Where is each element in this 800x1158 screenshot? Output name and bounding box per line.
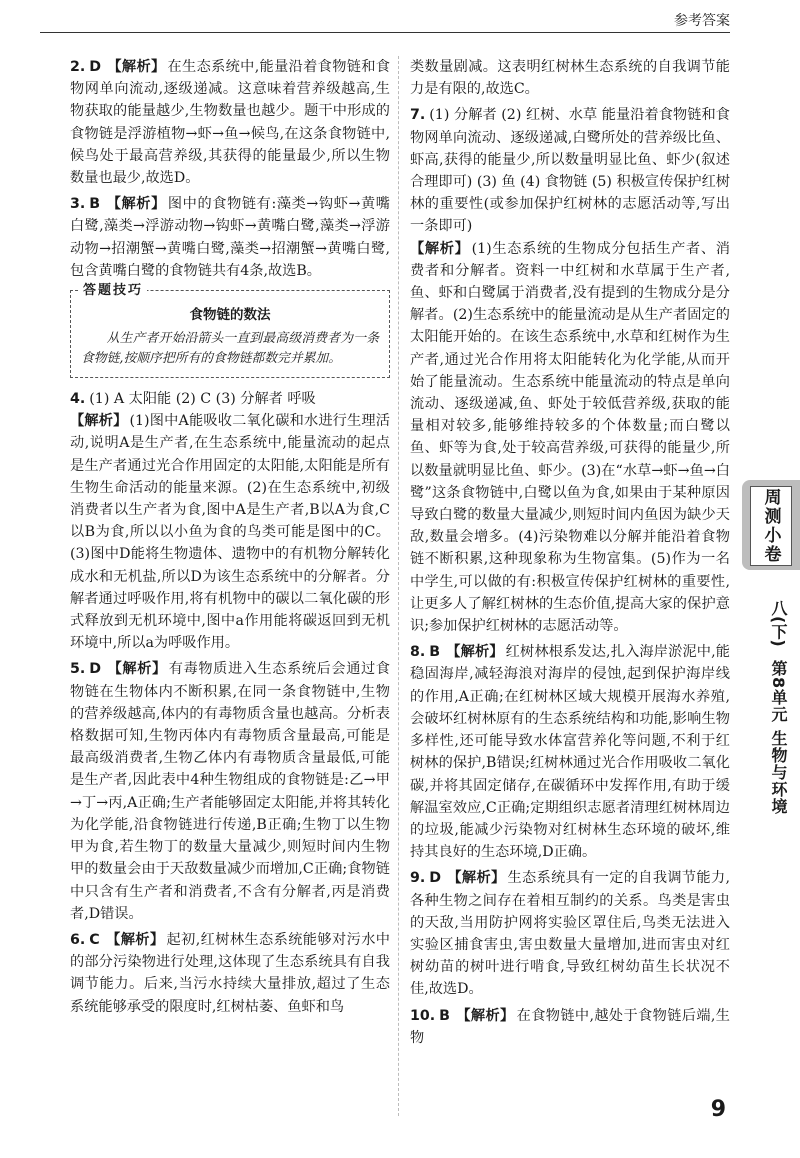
answer-letter: B bbox=[439, 1007, 450, 1024]
answer-letter: D bbox=[89, 59, 102, 75]
tips-title: 食物链的数法 bbox=[189, 307, 271, 324]
answer-head: (1) 分解者 (2) 红树、水草 能量沿着食物链和食物网单向流动、逐级递减,白鹭所处的营养级比鱼、虾高,获得的能量少,所以数量明显比鱼、虾少(叙述合理即可) (3) 鱼 (4) 食物链 (5) 积极宣传保护红树林的重要性(或参加保护红树林的志愿活动等,写出一条即可) bbox=[410, 107, 730, 235]
question-number: 5. bbox=[70, 661, 86, 678]
column-divider bbox=[398, 56, 399, 1116]
analysis-text: 生态系统具有一定的自我调节能力,各种生物之间存在着相互制约的关系。鸟类是害虫的天敌,当用防护网将实验区罩住后,鸟类无法进入实验区捕食害虫,害虫数量大量增加,进而害虫对红树幼苗的树叶进行啃食,导致红树幼苗生长状况不佳,故选D。 bbox=[410, 870, 730, 998]
answer-letter: B bbox=[429, 644, 441, 661]
question-number: 10. bbox=[410, 1007, 436, 1024]
answer-item bbox=[410, 104, 730, 637]
analysis-text: 图中的食物链有:藻类→钩虾→黄嘴白鹭,藻类→浮游动物→钩虾→黄嘴白鹭,藻类→浮游动物→招潮蟹→黄嘴白鹭,藻类→招潮蟹→黄嘴白鹭,包含黄嘴白鹭的食物链共有4条,故选B。 bbox=[70, 196, 390, 279]
analysis-text: 红树林根系发达,扎入海岸淤泥中,能稳固海岸,减轻海浪对海岸的侵蚀,起到保护海岸线的作用,A正确;在红树林区域大规模开展海水养殖,会破坏红树林原有的生态系统结构和功能,影响生物多样性,还可能导致水体富营养化等问题,不利于红树林的保护,B错误;红树林通过光合作用吸收二氧化碳,并将其固定储存,在碳循环中发挥作用,有助于缓解温室效应,C正确;定期组织志愿者清理红树林周边的垃圾,能减少污染物对红树林生态环境的破坏,维持其良好的生态环境,D正确。 bbox=[410, 644, 730, 861]
analysis-tag: 【解析】 bbox=[70, 413, 128, 430]
analysis-tag: 【解析】 bbox=[410, 240, 470, 257]
answer-letter: B bbox=[89, 196, 101, 213]
page-header-title: 参考答案 bbox=[674, 13, 730, 29]
analysis-tag: 【解析】 bbox=[455, 1007, 515, 1024]
answer-item bbox=[410, 867, 730, 1000]
answer-letter: C bbox=[89, 931, 100, 948]
analysis-tag: 【解析】 bbox=[105, 931, 165, 948]
answer-item bbox=[410, 1005, 730, 1049]
question-number: 4. bbox=[70, 391, 86, 408]
analysis-text: 起初,红树林生态系统能够对污水中的部分污染物进行处理,这体现了生态系统具有自我调节能力。后来,当污水持续大量排放,超过了生态系统能够承受的限度时,红树枯萎、鱼虾和鸟 bbox=[70, 931, 390, 1015]
analysis-tag: 【解析】 bbox=[446, 644, 504, 661]
analysis-text: 类数量剧减。这表明红树林生态系统的自我调节能力是有限的,故选C。 bbox=[410, 59, 730, 98]
answer-tips-box bbox=[70, 283, 390, 378]
analysis-text: (1)图中A能吸收二氧化碳和水进行生理活动,说明A是生产者,在生态系统中,能量流动的起点是生产者通过光合作用固定的太阳能,太阳能是所有生物生命活动的能量来源。(2)在生态系统中,初级消费者以生产者为食,图中A是生产者,B以A为食,C以B为食,所以以小鱼为食的鸟类可能是图中的C。(3)图中D能将生物遗体、遗物中的有机物分解转化成水和无机盐,所以D为该生态系统中的分解者。分解者通过呼吸作用,将有机物中的碳以二氧化碳的形式释放到无机环境中,图中a作用能将碳返回到无机环境中,所以a为呼吸作用。 bbox=[70, 413, 390, 652]
side-tab-label: 周测小卷 bbox=[760, 488, 781, 564]
question-number: 8. bbox=[410, 644, 426, 661]
answer-item bbox=[70, 193, 390, 282]
question-number: 2. bbox=[70, 59, 86, 75]
page-number: 9 bbox=[710, 1097, 726, 1122]
answer-item bbox=[410, 641, 730, 863]
answer-item bbox=[410, 56, 730, 100]
answer-item bbox=[70, 658, 390, 924]
side-tab bbox=[742, 480, 800, 570]
grade-label: 八(下) bbox=[769, 600, 788, 647]
answer-item bbox=[70, 388, 390, 654]
analysis-tag: 【解析】 bbox=[447, 870, 506, 887]
question-number: 3. bbox=[70, 196, 86, 213]
answer-item bbox=[70, 56, 390, 189]
answer-head: (1) A 太阳能 (2) C (3) 分解者 呼吸 bbox=[89, 391, 316, 408]
right-column bbox=[410, 56, 730, 1053]
question-number: 9. bbox=[410, 870, 426, 887]
analysis-tag: 【解析】 bbox=[106, 196, 166, 213]
left-column bbox=[70, 56, 390, 1022]
tips-body: 从生产者开始沿箭头一直到最高级消费者为一条食物链,按顺序把所有的食物链都数完并累加。 bbox=[81, 331, 379, 367]
analysis-text: (1)生态系统的生物成分包括生产者、消费者和分解者。资料一中红树和水草属于生产者,鱼、虾和白鹭属于消费者,没有提到的生物成分是分解者。(2)生态系统中的能量流动是从生产者固定的太阳能开始的。在该生态系统中,水草和红树作为生产者,通过光合作用将太阳能转化为化学能,从而开始了能量流动。生态系统中能量流动的特点是单向流动、逐级递减,鱼、虾处于较低营养级,获取的能量相对较多,能够维持较多的个体数量;而白鹭以鱼、虾等为食,处于较高营养级,可获得的能量少,所以数量就明显比鱼、虾少。(3)在“水草→虾→鱼→白鹭”这条食物链中,白鹭以鱼为食,如果由于某种原因导致白鹭的数量大量减少,则短时间内鱼因为缺少天敌,数量会增多。(4)污染物难以分解并能沿着食物链不断积累,这种现象称为生物富集。(5)作为一名中学生,可以做的有:积极宣传保护红树林的重要性,让更多人了解红树林的生态价值,提高大家的保护意识;参加保护红树林的志愿活动等。 bbox=[410, 240, 730, 635]
header-divider bbox=[40, 32, 730, 33]
analysis-text: 在食物链中,越处于食物链后端,生物 bbox=[410, 1007, 730, 1046]
analysis-tag: 【解析】 bbox=[107, 661, 167, 678]
question-number: 6. bbox=[70, 931, 86, 948]
analysis-text: 在生态系统中,能量沿着食物链和食物网单向流动,逐级递减。这意味着营养级越高,生物获取的能量越少,生物数量也越少。题干中形成的食物链是浮游植物→虾→鱼→候鸟,在这条食物链中,候鸟处于最高营养级,其获得的能量最少,所以生物数量也最少,故选D。 bbox=[70, 59, 390, 187]
answer-letter: D bbox=[89, 661, 102, 678]
tips-label: 答题技巧 bbox=[79, 281, 147, 301]
analysis-text: 有毒物质进入生态系统后会通过食物链在生物体内不断积累,在同一条食物链中,生物的营养级越高,体内的有毒物质含量也越高。分析表格数据可知,生物丙体内有毒物质含量最高,可能是最高级消费者,生物乙体内有毒物质含量最低,可能是生产者,因此表中4种生物组成的食物链是:乙→甲→丁→丙,A正确;生产者能够固定太阳能,并将其转化为化学能,沿食物链进行传递,B正确;生物丁以生物甲为食,若生物丁的数量大量减少,则短时间内生物甲的数量会由于天敌数量减少而增加,C正确;食物链中只含有生产者和消费者,不含有分解者,丙是消费者,D错误。 bbox=[70, 661, 390, 922]
question-number: 7. bbox=[410, 107, 426, 124]
answer-item bbox=[70, 929, 390, 1018]
unit-label: 第8单元 生物与环境 bbox=[769, 660, 788, 815]
analysis-tag: 【解析】 bbox=[107, 59, 166, 75]
answer-letter: D bbox=[429, 870, 442, 887]
